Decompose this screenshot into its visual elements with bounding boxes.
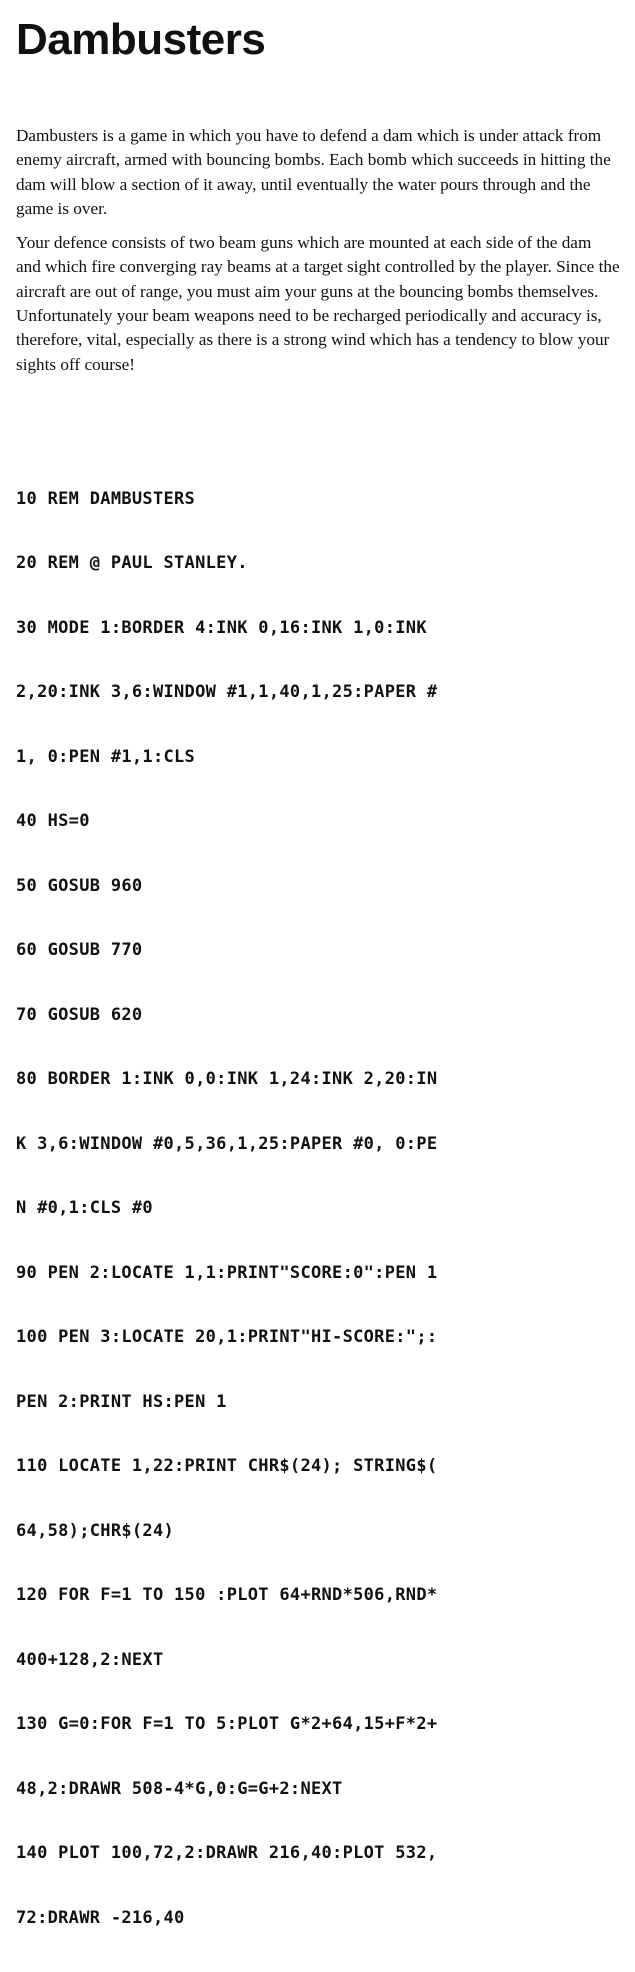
- code-line: 70 GOSUB 620: [16, 1004, 143, 1025]
- description-paragraph: Your defence consists of two beam guns which are mounted at each side of the dam and which fire converging ray beams at a target sight controlled by the player. Since the aircraft are out of range, you must aim your guns at the bouncing bombs themselves. Unfortunately your beam weapons need to be recharged periodically and accuracy is, therefore, vital, especially as there is a strong wind which has a tendency to blow your sights off course!: [16, 233, 620, 374]
- code-line: 10 REM DAMBUSTERS: [16, 488, 196, 509]
- code-line: 64,58);CHR$(24): [16, 1520, 175, 1541]
- intro-paragraph: Dambusters is a game in which you have to defend a dam which is under attack from enemy aircraft, armed with bouncing bombs. Each bomb which succeeds in hitting the dam will blow a section of it away, until eventually the water pours through and the game is over.: [16, 126, 611, 218]
- code-line: K 3,6:WINDOW #0,5,36,1,25:PAPER #0, 0:PE: [16, 1133, 438, 1154]
- code-line: 40 HS=0: [16, 811, 90, 832]
- code-line: 50 GOSUB 960: [16, 875, 143, 896]
- page-title: Dambusters: [16, 15, 266, 64]
- code-line: 100 PEN 3:LOCATE 20,1:PRINT"HI-SCORE:";:: [16, 1327, 438, 1348]
- code-line: 90 PEN 2:LOCATE 1,1:PRINT"SCORE:0":PEN 1: [16, 1262, 438, 1283]
- code-line: 60 GOSUB 770: [16, 940, 143, 961]
- code-line: N #0,1:CLS #0: [16, 1198, 153, 1219]
- code-line: 80 BORDER 1:INK 0,0:INK 1,24:INK 2,20:IN: [16, 1069, 438, 1090]
- code-line: 72:DRAWR -216,40: [16, 1907, 185, 1928]
- code-line: 48,2:DRAWR 508-4*G,0:G=G+2:NEXT: [16, 1778, 343, 1799]
- code-line: 140 PLOT 100,72,2:DRAWR 216,40:PLOT 532,: [16, 1843, 438, 1864]
- code-line: 1, 0:PEN #1,1:CLS: [16, 746, 196, 767]
- code-line: PEN 2:PRINT HS:PEN 1: [16, 1391, 227, 1412]
- code-line: 110 LOCATE 1,22:PRINT CHR$(24); STRING$(: [16, 1456, 438, 1477]
- code-line: 30 MODE 1:BORDER 4:INK 0,16:INK 1,0:INK: [16, 617, 427, 638]
- code-line: 130 G=0:FOR F=1 TO 5:PLOT G*2+64,15+F*2+: [16, 1714, 438, 1735]
- code-line: 20 REM @ PAUL STANLEY.: [16, 553, 248, 574]
- code-line: 400+128,2:NEXT: [16, 1649, 164, 1670]
- code-line: 2,20:INK 3,6:WINDOW #1,1,40,1,25:PAPER #: [16, 682, 438, 703]
- basic-listing: [16, 446, 625, 1972]
- code-line: 120 FOR F=1 TO 150 :PLOT 64+RND*506,RND*: [16, 1585, 438, 1606]
